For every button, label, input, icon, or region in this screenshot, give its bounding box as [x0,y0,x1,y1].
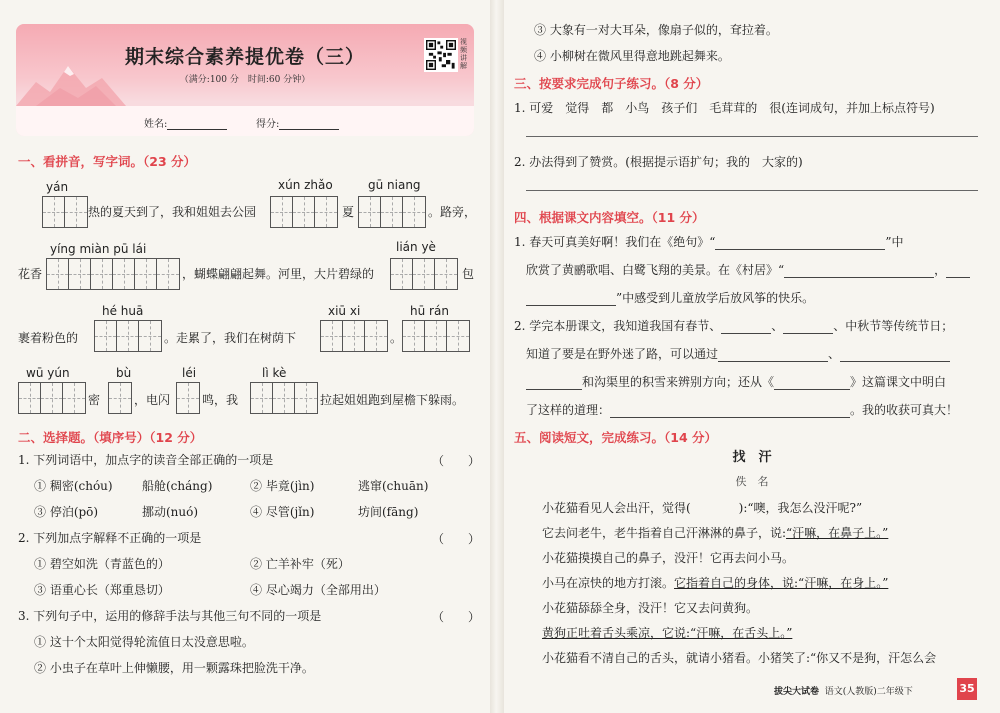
right-page [504,0,1000,713]
blank[interactable] [946,277,970,278]
char-grid[interactable] [108,382,132,414]
char-grid[interactable] [358,196,426,228]
blank[interactable] [610,417,850,418]
blank[interactable] [784,277,934,278]
text: 。走累了，我们在树荫下 [164,331,297,345]
passage-line: 小花猫舔舔全身，没汗！它又去问黄狗。 [542,601,759,615]
question-2-stem: 2. 下列加点字解释不正确的一项是 [18,531,202,545]
fill-line: 了这样的道理： 。我的收获可真大！ [526,403,959,417]
passage-title: 找 汗 [732,450,772,465]
option[interactable]: ④ 小柳树在微风里得意地跳起舞来。 [534,49,730,63]
option: 逃窜(chuān) [358,479,429,493]
page-number: 35 [957,678,977,700]
fill-line: 和沟渠里的积雪来辨别方向；还从《 》这篇课文中明白 [526,374,946,390]
pinyin: gū niang [368,178,421,192]
name-score-bar [16,106,474,136]
option[interactable]: ② 毕竟(jìn) [250,479,315,493]
pinyin: hū rán [410,304,449,318]
option[interactable]: ③ 语重心长（郑重恳切） [34,583,170,597]
char-grid[interactable] [46,258,180,290]
score-field[interactable]: 得分: [256,115,339,130]
left-page [0,0,490,713]
option[interactable]: ③ 大象有一对大耳朵，像扇子似的，耷拉着。 [534,23,778,37]
s3-question-2: 2. 办法得到了赞赏。(根据提示语扩句；我的 大家的) [514,155,803,169]
qr-caption: 视频讲解 [460,38,467,70]
pinyin: wū yún [26,366,70,380]
char-grid[interactable] [94,320,162,352]
pinyin: xiū xi [328,304,361,318]
char-grid[interactable] [320,320,388,352]
passage-line: 小花猫看见人会出汗，觉得( ):“噢，我怎么没汗呢?” [542,501,863,515]
text: 裹着粉色的 [18,331,79,345]
blank[interactable] [715,249,885,250]
text: ，蝴蝶翩翩起舞。河里，大片碧绿的 [182,267,375,281]
pinyin: yán [46,180,69,194]
pinyin: yíng miàn pū lái [50,242,147,256]
char-grid[interactable] [18,382,86,414]
option: 船舱(cháng) [142,479,213,493]
blank[interactable] [526,389,582,390]
text: 。路旁， [428,205,477,219]
text: ，电闪 [134,393,171,407]
answer-paren[interactable]: （ ） [432,610,481,624]
text: 拉起姐姐跑到屋檐下躲雨。 [320,393,465,407]
blank[interactable] [721,333,771,334]
text: 夏 [342,205,355,219]
passage-line: 小花猫看不清自己的舌头，就请小猪看。小猪笑了:“你又不是狗，汗怎么会 [542,651,937,665]
question-3-stem: 3. 下列句子中，运用的修辞手法与其他三句不同的一项是 [18,609,322,623]
section-1-heading: 一、看拼音，写字词。（23 分） [18,154,196,169]
qr-code-icon[interactable] [424,38,458,72]
text: 包 [462,267,475,281]
option[interactable]: ③ 停泊(pō) [34,505,99,519]
char-grid[interactable] [390,258,458,290]
answer-paren[interactable]: （ ） [432,532,481,546]
answer-line[interactable] [526,136,978,137]
option[interactable]: ① 这十个太阳觉得轮流值日太没意思啦。 [34,635,254,649]
blank[interactable] [718,361,828,362]
passage-line: 小花猫摸摸自己的鼻子，没汗！它再去问小马。 [542,551,795,565]
fill-line: 欣赏了黄鹂歌唱、白鹭飞翔的美景。在《村居》“ ， [526,262,970,278]
text: 花香 [18,267,43,281]
section-5-heading: 五、阅读短文，完成练习。（14 分） [514,430,717,445]
text: 密 [88,393,101,407]
footer: 拔尖大试卷 语文(人教版)二年级下 [774,687,913,697]
exam-subtitle: （满分:100 分 时间:60 分钟） [179,75,311,85]
char-grid[interactable] [176,382,200,414]
option[interactable]: ① 碧空如洗（青蓝色的） [34,557,170,571]
char-grid[interactable] [250,382,318,414]
passage-author: 佚 名 [735,475,769,488]
exam-header [16,24,474,136]
text: 。 [390,331,403,345]
char-grid[interactable] [270,196,338,228]
section-4-heading: 四、根据课文内容填空。（11 分） [514,210,705,225]
section-3-heading: 三、按要求完成句子练习。（8 分） [514,76,709,91]
option[interactable]: ④ 尽管(jǐn) [250,505,315,519]
char-grid[interactable] [402,320,470,352]
page-gutter [490,0,504,713]
answer-line[interactable] [526,190,978,191]
option: 挪动(nuó) [142,505,199,519]
fill-line: 1. 春天可真美好啊！我们在《绝句》“ ”中 [514,235,904,249]
name-field[interactable]: 姓名: [144,115,227,130]
pinyin: xún zhǎo [278,178,333,192]
fill-line: ”中感受到儿童放学后放风筝的快乐。 [526,290,814,306]
text: 鸣，我 [202,393,239,407]
option[interactable]: ① 稠密(chóu) [34,479,113,493]
blank[interactable] [774,389,850,390]
option: 坊间(fāng) [358,505,419,519]
option[interactable]: ④ 尽心竭力（全部用出） [250,583,386,597]
option[interactable]: ② 亡羊补牢（死） [250,557,350,571]
pinyin: lián yè [396,240,436,254]
blank[interactable] [783,333,833,334]
fill-line: 知道了要是在野外迷了路，可以通过 、 [526,346,950,362]
fill-line: 2. 学完本册课文，我知道我国有春节、 、 、中秋节等传统节日； [514,319,954,333]
exam-title: 期末综合素养提优卷（三） [124,46,365,68]
passage-line: 小马在凉快的地方打滚。它指着自己的身体，说:“汗嘛，在身上。” [542,576,889,590]
pinyin: hé huā [102,304,144,318]
option[interactable]: ② 小虫子在草叶上伸懒腰，用一颗露珠把脸洗干净。 [34,661,314,675]
text: 热的夏天到了，我和姐姐去公园 [88,205,257,219]
blank[interactable] [526,305,616,306]
question-1-stem: 1. 下列词语中，加点字的读音全部正确的一项是 [18,453,274,467]
pinyin: lì kè [262,366,287,380]
char-grid[interactable] [42,196,88,228]
blank[interactable] [840,361,950,362]
section-2-heading: 二、选择题。（填序号）（12 分） [18,430,203,445]
pinyin: bù [116,366,132,380]
s3-question-1: 1. 可爱 觉得 都 小鸟 孩子们 毛茸茸的 很(连词成句，并加上标点符号) [514,101,935,115]
answer-paren[interactable]: （ ） [432,454,481,468]
passage-line: 它去问老牛，老牛指着自己汗淋淋的鼻子，说:“汗嘛，在鼻子上。” [542,526,889,540]
pinyin: léi [182,366,197,380]
passage-line: 黄狗正吐着舌头乘凉，它说:“汗嘛，在舌头上。” [542,626,793,640]
